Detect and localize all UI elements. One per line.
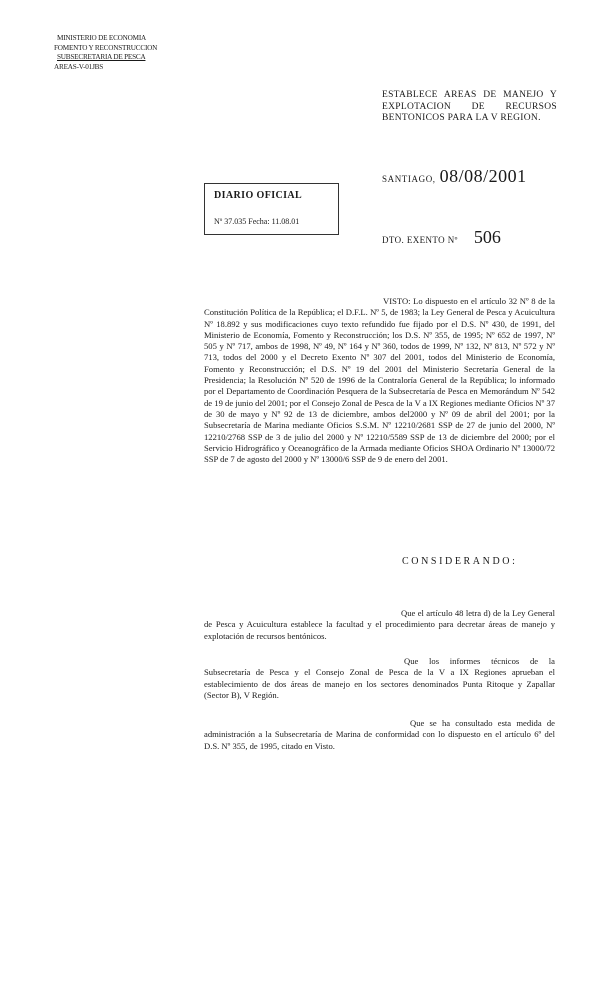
diario-oficial-stamp [204, 183, 339, 235]
ministry-header [54, 34, 157, 72]
considerando-heading: CONSIDERANDO: [402, 556, 518, 567]
place-date [382, 166, 527, 187]
decree-label: DTO. EXENTO Nº [382, 235, 458, 245]
considerando-paragraph-1: Que el artículo 48 letra d) de la Ley General de Pesca y Acuicultura establece la facultad y el procedimiento para decretar áreas de manejo y explotación de recursos bentónicos. [204, 608, 555, 641]
document-title: ESTABLECE AREAS DE MANEJO Y EXPLOTACION DE RECURSOS BENTONICOS PARA LA V REGION. [382, 90, 557, 123]
stamp-detail: Nº 37.035 Fecha: 11.08.01 [214, 217, 300, 226]
header-ministry: MINISTERIO DE ECONOMIA [57, 34, 147, 42]
document-date: 08/08/2001 [439, 166, 527, 186]
visto-paragraph: VISTO: Lo dispuesto en el artículo 32 Nº 8 de la Constitución Política de la República; el D.F.L. Nº 5, de 1983; la Ley General de Pesca y Acuicultura Nº 18.892 y sus modificaciones cuyo texto refundido fue fijado por el D.S. Nº 430, de 1991, del Ministerio de Economía, Fomento y Reconstrucción; los D.S. Nº 355, de 1995; Nº 652 de 1997, Nº 505 y Nº 717, ambos de 1998, Nº 49, Nº 164 y Nº 360, todos de 1999, Nº 132, Nº 813, Nº 572 y Nº 713, todos del 2000 y el Decreto Exento Nº 307 del 2001, todos del Ministerio de Economía, Fomento y Reconstrucción; el D.S. Nº 19 del 2001 del Ministerio Secretaría General de la Presidencia; la Resolución Nº 520 de 1996 de la Contraloría General de la República; lo informado por el Departamento de Coordinación Pesquera de la Subsecretaría de Pesca en Memorándum Nº 542 de 19 de junio del 2001; por el Consejo Zonal de Pesca de la V a IX Regiones mediante Oficios Nº 37 de 30 de mayo y Nº 92 de 13 de diciembre, ambos del2000 y Nº 09 de abril del 2001; por la Subsecretaría de Marina mediante Oficios S.S.M. Nº 12210/2681 SSP de 27 de junio del 2000, Nº 12210/2768 SSP de 3 de julio del 2000 y Nº 12210/5589 SSP de 13 de diciembre del 2000; por el Servicio Hidrográfico y Oceanográfico de la Armada mediante Oficios SHOA Ordinario Nº 13000/72 SSP de 7 de agosto del 2000 y Nº 13000/6 SSP de 9 de enero del 2001. [204, 296, 555, 465]
considerando-paragraph-2: Que los informes técnicos de la Subsecretaría de Pesca y el Consejo Zonal de Pesca de la V a IX Regiones aprueban el establecimiento de dos áreas de manejo en los sectores denominados Punta Ritoque y Zapallar (Sector B), V Región. [204, 656, 555, 700]
place-label: SANTIAGO, [382, 174, 436, 184]
header-fomento: FOMENTO Y RECONSTRUCCION [54, 43, 158, 52]
considerando-paragraph-3: Que se ha consultado esta medida de administración a la Subsecretaría de Marina de conformidad con lo dispuesto en el artículo 6º del D.S. Nº 355, de 1995, citado en Visto. [204, 718, 555, 751]
stamp-title: DIARIO OFICIAL [214, 190, 303, 201]
decree-number-line [382, 227, 501, 248]
header-subsecretaria: SUBSECRETARIA DE PESCA [57, 53, 146, 62]
decree-number: 506 [473, 227, 501, 247]
header-reference: AREAS-V-01JBS [54, 62, 104, 71]
